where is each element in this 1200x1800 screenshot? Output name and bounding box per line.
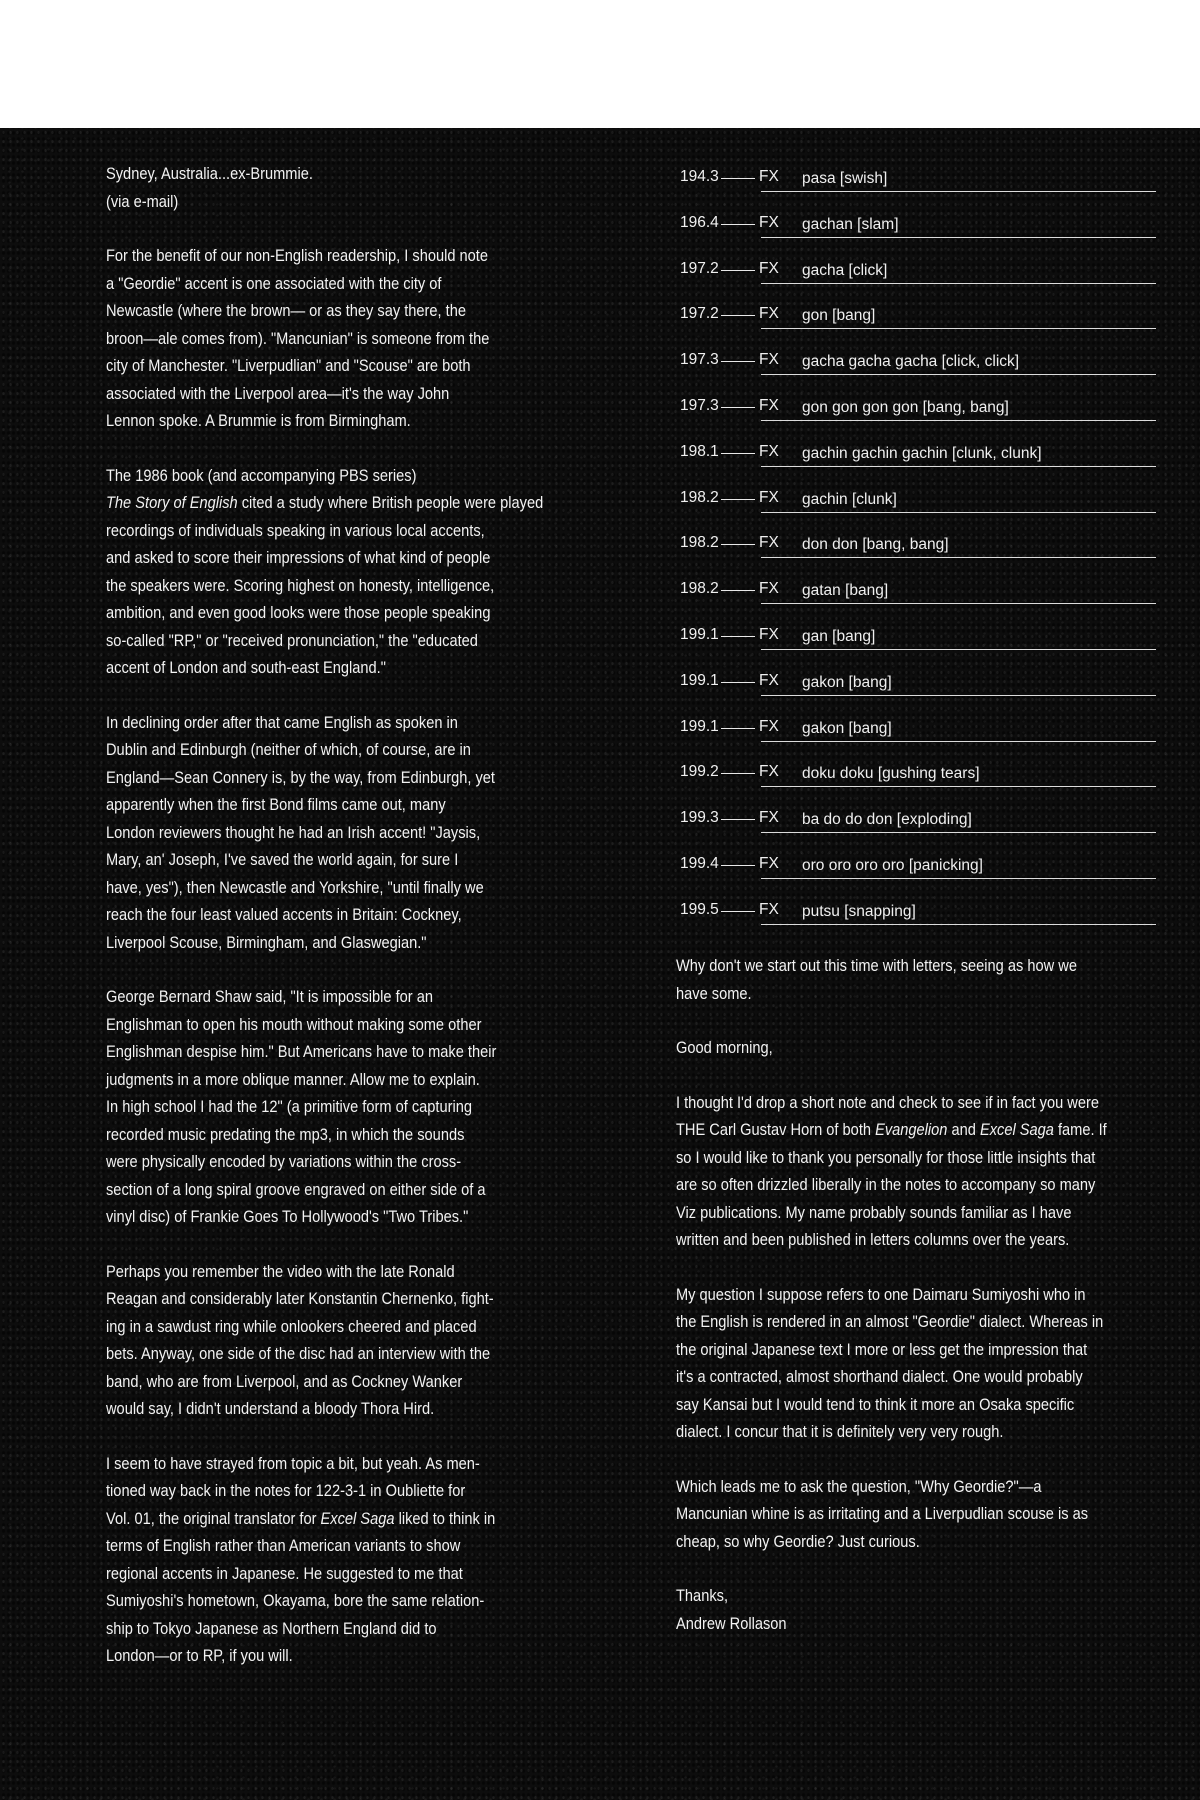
fx-translation: ba do do don [exploding] bbox=[802, 811, 972, 829]
fx-note-row bbox=[680, 712, 1156, 758]
text-line bbox=[106, 489, 551, 517]
fx-dash-rule bbox=[721, 544, 755, 545]
fx-page-number: 198.2 bbox=[680, 580, 719, 598]
accent-explanation-paragraph bbox=[106, 242, 551, 435]
text-line: England—Sean Connery is, by the way, from Edinburgh, yet bbox=[106, 767, 496, 787]
fx-dash-rule bbox=[721, 590, 755, 591]
letter-paragraph-1 bbox=[676, 1089, 1156, 1254]
text-line bbox=[106, 1505, 551, 1533]
text-line: Why don't we start out this time with letters, seeing as how we bbox=[676, 956, 1077, 975]
text-line: Dublin and Edinburgh (neither of which, of course, are in bbox=[106, 740, 471, 759]
text-line: cheap, so why Geordie? Just curious. bbox=[676, 1531, 920, 1551]
text-line: band, who are from Liverpool, and as Cockney Wanker bbox=[106, 1371, 463, 1391]
story-of-english-paragraph bbox=[106, 462, 551, 682]
fx-label: FX bbox=[759, 900, 779, 918]
fx-underline-rule bbox=[761, 603, 1156, 604]
text-span: and bbox=[947, 1120, 980, 1139]
fx-label: FX bbox=[759, 305, 779, 323]
text-span: The 1986 book (and accompanying PBS series) bbox=[106, 465, 417, 485]
fx-page-number: 199.4 bbox=[680, 854, 719, 872]
fx-translation: gan [bang] bbox=[802, 627, 876, 645]
text-line: Sydney, Australia...ex-Brummie. bbox=[106, 164, 313, 183]
fx-translation: gatan [bang] bbox=[802, 582, 889, 600]
text-line: Perhaps you remember the video with the late Ronald bbox=[106, 1261, 455, 1281]
video-paragraph bbox=[106, 1258, 551, 1423]
text-line: Good morning, bbox=[676, 1038, 773, 1057]
left-column bbox=[106, 160, 544, 1697]
text-line: In high school I had the 12" (a primitive form of capturing bbox=[106, 1097, 473, 1116]
fx-page-number: 199.1 bbox=[680, 625, 719, 643]
fx-dash-rule bbox=[721, 728, 755, 729]
text-line: bets. Anyway, one side of the disc had an interview with the bbox=[106, 1344, 491, 1363]
text-span: fame. If bbox=[1053, 1120, 1107, 1139]
text-line bbox=[106, 462, 551, 490]
fx-page-number: 194.3 bbox=[680, 168, 719, 185]
text-line: dialect. I concur that it is definitely very very rough. bbox=[676, 1422, 1004, 1441]
fx-translation: gakon [bang] bbox=[802, 719, 892, 737]
fx-page-number: 197.3 bbox=[680, 396, 719, 414]
text-line: Viz publications. My name probably sounds familiar as I have bbox=[676, 1202, 1072, 1222]
fx-note-row bbox=[680, 757, 1156, 803]
fx-note-row bbox=[680, 895, 1156, 941]
declining-order-paragraph bbox=[106, 709, 551, 957]
fx-underline-rule bbox=[761, 191, 1156, 192]
letter-paragraph-3 bbox=[676, 1473, 1156, 1556]
fx-note-row bbox=[680, 620, 1156, 666]
text-line: For the benefit of our non-English readership, I should note bbox=[106, 246, 488, 265]
text-line: so I would like to thank you personally for those little insights that bbox=[676, 1147, 1096, 1167]
text-line: recordings of individuals speaking in various local accents, bbox=[106, 520, 485, 540]
text-line: ing in a sawdust ring while onlookers cheered and placed bbox=[106, 1316, 477, 1336]
text-span: Vol. 01, the original translator for bbox=[106, 1508, 321, 1528]
fx-label: FX bbox=[759, 213, 779, 231]
intro-paragraph bbox=[676, 952, 1156, 1007]
fx-note-row bbox=[680, 162, 1156, 208]
text-line: written and been published in letters columns over the years. bbox=[676, 1230, 1070, 1249]
fx-label: FX bbox=[759, 442, 779, 460]
fx-underline-rule bbox=[761, 512, 1156, 513]
text-line: ship to Tokyo Japanese as Northern England did to bbox=[106, 1618, 437, 1638]
fx-translation: gachan [slam] bbox=[802, 215, 899, 233]
fx-underline-rule bbox=[761, 649, 1156, 650]
text-line: recorded music predating the mp3, in which the sounds bbox=[106, 1124, 465, 1144]
fx-note-row bbox=[680, 574, 1156, 620]
text-line: Newcastle (where the brown— or as they say there, the bbox=[106, 301, 466, 320]
signature-name: Andrew Rollason bbox=[676, 1613, 787, 1633]
fx-translation: gakon [bang] bbox=[802, 673, 892, 691]
text-line: apparently when the first Bond films came out, many bbox=[106, 795, 446, 814]
text-line: the original Japanese text I more or less get the impression that bbox=[676, 1339, 1088, 1359]
book-title: The Story of English bbox=[106, 493, 238, 512]
fx-underline-rule bbox=[761, 237, 1156, 238]
text-line: are so often drizzled liberally in the notes to accompany so many bbox=[676, 1175, 1096, 1194]
fx-translation: gacha [click] bbox=[802, 261, 888, 279]
fx-underline-rule bbox=[761, 466, 1156, 467]
fx-page-number: 199.1 bbox=[680, 717, 719, 735]
text-line: so-called "RP," or "received pronunciation," the "educated bbox=[106, 630, 478, 650]
text-line: vinyl disc) of Frankie Goes To Hollywood's "Two Tribes." bbox=[106, 1207, 469, 1226]
fx-dash-rule bbox=[721, 773, 755, 774]
text-line: London reviewers thought he had an Irish accent! "Jaysis, bbox=[106, 822, 481, 842]
fx-translation: oro oro oro oro [panicking] bbox=[802, 856, 983, 874]
fx-page-number: 196.4 bbox=[680, 213, 719, 231]
text-line: would say, I didn't understand a bloody Thora Hird. bbox=[106, 1399, 435, 1418]
fx-label: FX bbox=[759, 671, 779, 689]
text-line: Englishman despise him." But Americans have to make their bbox=[106, 1042, 497, 1061]
fx-note-row bbox=[680, 666, 1156, 712]
fx-underline-rule bbox=[761, 878, 1156, 879]
fx-notes-list bbox=[680, 162, 1156, 941]
fx-page-number: 199.1 bbox=[680, 671, 719, 689]
sign-off-paragraph bbox=[106, 160, 551, 215]
text-line: regional accents in Japanese. He suggested to me that bbox=[106, 1563, 463, 1583]
fx-underline-rule bbox=[761, 741, 1156, 742]
fx-page-number: 197.2 bbox=[680, 259, 719, 277]
fx-underline-rule bbox=[761, 557, 1156, 558]
fx-label: FX bbox=[759, 809, 779, 827]
fx-label: FX bbox=[759, 534, 779, 552]
fx-page-number: 199.2 bbox=[680, 763, 719, 781]
fx-underline-rule bbox=[761, 786, 1156, 787]
text-line: the speakers were. Scoring highest on honesty, intelligence, bbox=[106, 575, 495, 595]
fx-page-number: 198.1 bbox=[680, 442, 719, 460]
fx-dash-rule bbox=[721, 636, 755, 637]
fx-underline-rule bbox=[761, 328, 1156, 329]
fx-page-number: 198.2 bbox=[680, 488, 719, 506]
fx-underline-rule bbox=[761, 832, 1156, 833]
translator-paragraph bbox=[106, 1450, 551, 1670]
text-line: Lennon spoke. A Brummie is from Birmingham. bbox=[106, 411, 411, 430]
fx-dash-rule bbox=[721, 407, 755, 408]
fx-label: FX bbox=[759, 351, 779, 369]
fx-dash-rule bbox=[721, 453, 755, 454]
text-line bbox=[676, 1116, 1156, 1144]
letter-signoff bbox=[676, 1582, 1156, 1637]
text-line: Mancunian whine is as irritating and a Liverpudlian scouse is as bbox=[676, 1504, 1089, 1523]
fx-translation: putsu [snapping] bbox=[802, 902, 916, 920]
fx-note-row bbox=[680, 483, 1156, 529]
fx-label: FX bbox=[759, 763, 779, 781]
fx-label: FX bbox=[759, 168, 779, 185]
text-line: My question I suppose refers to one Daimaru Sumiyoshi who in bbox=[676, 1284, 1086, 1304]
series-title: Excel Saga bbox=[979, 1120, 1054, 1139]
text-line: terms of English rather than American variants to show bbox=[106, 1536, 461, 1555]
fx-dash-rule bbox=[721, 865, 755, 866]
fx-label: FX bbox=[759, 854, 779, 872]
text-line: the English is rendered in an almost "Geordie" dialect. Whereas in bbox=[676, 1312, 1104, 1331]
text-line: judgments in a more oblique manner. Allow me to explain. bbox=[106, 1069, 480, 1089]
text-span: cited a study where British people were played bbox=[237, 493, 544, 512]
fx-underline-rule bbox=[761, 420, 1156, 421]
text-line: Mary, an' Joseph, I've saved the world again, for sure I bbox=[106, 850, 459, 869]
text-line: broon—ale comes from). "Mancunian" is someone from the bbox=[106, 328, 490, 348]
fx-label: FX bbox=[759, 396, 779, 414]
fx-translation: don don [bang, bang] bbox=[802, 536, 949, 554]
text-line: have some. bbox=[676, 983, 752, 1003]
fx-dash-rule bbox=[721, 819, 755, 820]
text-line: (via e-mail) bbox=[106, 191, 179, 211]
fx-page-number: 197.3 bbox=[680, 351, 719, 369]
text-line: have, yes"), then Newcastle and Yorkshire, "until finally we bbox=[106, 877, 484, 897]
fx-translation: doku doku [gushing tears] bbox=[802, 765, 980, 783]
fx-note-row bbox=[680, 803, 1156, 849]
fx-page-number: 199.3 bbox=[680, 809, 719, 827]
text-line: associated with the Liverpool area—it's the way John bbox=[106, 383, 450, 403]
fx-page-number: 199.5 bbox=[680, 900, 719, 918]
text-line: Reagan and considerably later Konstantin Chernenko, fight- bbox=[106, 1289, 494, 1308]
text-line: say Kansai but I would tend to think it more an Osaka specific bbox=[676, 1394, 1075, 1414]
fx-label: FX bbox=[759, 488, 779, 506]
text-line: Which leads me to ask the question, "Why Geordie?"—a bbox=[676, 1476, 1042, 1496]
fx-dash-rule bbox=[721, 361, 755, 362]
fx-dash-rule bbox=[721, 499, 755, 500]
fx-dash-rule bbox=[721, 682, 755, 683]
fx-translation: pasa [swish] bbox=[802, 170, 888, 187]
text-line: I seem to have strayed from topic a bit, but yeah. As men- bbox=[106, 1453, 480, 1473]
fx-note-row bbox=[680, 254, 1156, 300]
text-line: George Bernard Shaw said, "It is impossible for an bbox=[106, 987, 433, 1006]
greeting bbox=[676, 1034, 1156, 1062]
fx-page-number: 197.2 bbox=[680, 305, 719, 323]
text-line: Englishman to open his mouth without making some other bbox=[106, 1014, 482, 1034]
fx-page-number: 198.2 bbox=[680, 534, 719, 552]
text-line: Sumiyoshi's hometown, Okayama, bore the same relation- bbox=[106, 1591, 485, 1610]
text-line: Liverpool Scouse, Birmingham, and Glaswegian." bbox=[106, 932, 427, 952]
series-title: Evangelion bbox=[875, 1120, 948, 1139]
fx-label: FX bbox=[759, 580, 779, 598]
fx-translation: gacha gacha gacha [click, click] bbox=[802, 353, 1020, 371]
text-line: were physically encoded by variations within the cross- bbox=[106, 1152, 462, 1171]
fx-translation: gon gon gon gon [bang, bang] bbox=[802, 398, 1009, 416]
text-line: In declining order after that came English as spoken in bbox=[106, 712, 458, 732]
fx-dash-rule bbox=[721, 178, 755, 179]
fx-dash-rule bbox=[721, 270, 755, 271]
text-line: London—or to RP, if you will. bbox=[106, 1646, 293, 1665]
fx-underline-rule bbox=[761, 924, 1156, 925]
series-title: Excel Saga bbox=[320, 1508, 395, 1528]
fx-note-row bbox=[680, 345, 1156, 391]
text-span: THE Carl Gustav Horn of both bbox=[676, 1120, 876, 1139]
fx-note-row bbox=[680, 437, 1156, 483]
fx-note-row bbox=[680, 299, 1156, 345]
fx-label: FX bbox=[759, 259, 779, 277]
shaw-quote-paragraph bbox=[106, 983, 551, 1231]
fx-label: FX bbox=[759, 625, 779, 643]
text-line: a "Geordie" accent is one associated with the city of bbox=[106, 273, 442, 293]
fx-note-row bbox=[680, 528, 1156, 574]
fx-underline-rule bbox=[761, 283, 1156, 284]
text-line: section of a long spiral groove engraved on either side of a bbox=[106, 1179, 486, 1199]
letter-paragraph-2 bbox=[676, 1281, 1156, 1446]
fx-note-row bbox=[680, 391, 1156, 437]
text-line: ambition, and even good looks were those people speaking bbox=[106, 603, 491, 622]
fx-translation: gachin gachin gachin [clunk, clunk] bbox=[802, 444, 1042, 462]
fx-translation: gachin [clunk] bbox=[802, 490, 897, 508]
fx-underline-rule bbox=[761, 374, 1156, 375]
text-line: city of Manchester. "Liverpudlian" and "Scouse" are both bbox=[106, 356, 471, 375]
fx-dash-rule bbox=[721, 224, 755, 225]
fx-note-row bbox=[680, 849, 1156, 895]
text-line: it's a contracted, almost shorthand dialect. One would probably bbox=[676, 1367, 1083, 1386]
fx-note-row bbox=[680, 208, 1156, 254]
text-line: and asked to score their impressions of what kind of people bbox=[106, 548, 491, 567]
right-column bbox=[676, 952, 1107, 1664]
fx-translation: gon [bang] bbox=[802, 307, 876, 325]
text-span: liked to think in bbox=[394, 1508, 496, 1528]
fx-label: FX bbox=[759, 717, 779, 735]
fx-dash-rule bbox=[721, 315, 755, 316]
text-line: reach the four least valued accents in Britain: Cockney, bbox=[106, 905, 462, 924]
text-line: accent of London and south-east England." bbox=[106, 658, 386, 677]
fx-dash-rule bbox=[721, 911, 755, 912]
text-line: I thought I'd drop a short note and check to see if in fact you were bbox=[676, 1092, 1099, 1112]
text-line: tioned way back in the notes for 122-3-1 in Oubliette for bbox=[106, 1481, 466, 1500]
text-line: Thanks, bbox=[676, 1586, 729, 1605]
fx-underline-rule bbox=[761, 695, 1156, 696]
